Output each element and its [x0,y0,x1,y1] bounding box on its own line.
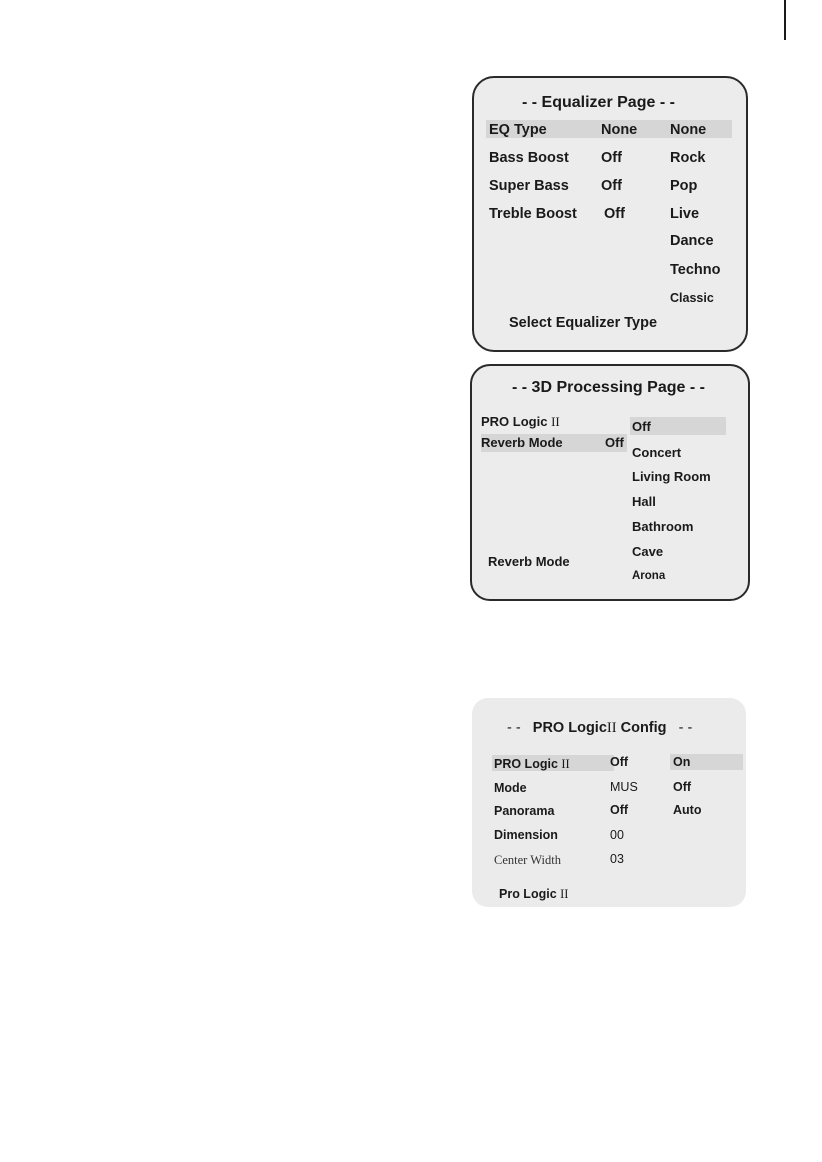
eq-option-pop[interactable]: Pop [670,178,698,194]
pl-panorama-value[interactable]: Off [610,803,629,817]
bass-boost-value[interactable]: Off [601,150,622,166]
equalizer-page-panel [472,76,748,352]
pl-pro-logic-label: PRO Logic [494,757,558,771]
reverb-option-concert[interactable]: Concert [632,445,682,460]
reverb-option-living-room[interactable]: Living Room [632,469,711,484]
title-dashes-left: - - [507,720,521,736]
treble-boost-value[interactable]: Off [604,206,625,222]
eq-option-none[interactable]: None [670,122,707,138]
reverb-option-off[interactable]: Off [632,419,651,434]
pl-center-width-value[interactable]: 03 [610,852,624,866]
pro-logic-config-title [507,720,692,737]
pro-logic-footer-hint [499,887,568,902]
eq-option-live[interactable]: Live [670,206,700,222]
equalizer-page-title: - - Equalizer Page - - [522,94,675,111]
pl-pro-logic-numeral: II [561,757,570,771]
title-pro-logic-numeral: II [606,720,617,736]
pl-center-width-label[interactable]: Center Width [494,853,561,867]
reverb-mode-label[interactable]: Reverb Mode [481,435,563,450]
reverb-option-bathroom[interactable]: Bathroom [632,519,694,534]
title-pro-logic-text: PRO Logic [532,720,607,736]
super-bass-value[interactable]: Off [601,178,622,194]
pro-logic-numeral: II [551,414,560,429]
pl-mode-value[interactable]: MUS [610,780,638,794]
pl-option-on[interactable]: On [673,755,691,769]
eq-type-value[interactable]: None [601,122,638,138]
eq-option-rock[interactable]: Rock [670,150,706,166]
eq-option-techno[interactable]: Techno [670,262,721,278]
pl-option-off[interactable]: Off [673,780,692,794]
eq-type-label[interactable]: EQ Type [489,122,547,138]
pl-pro-logic-row[interactable] [494,757,570,772]
pl-pro-logic-value[interactable]: Off [610,755,629,769]
treble-boost-label[interactable]: Treble Boost [489,206,577,222]
pl-dimension-label[interactable]: Dimension [494,828,558,842]
pro-logic-config-panel [472,698,746,907]
reverb-option-cave[interactable]: Cave [632,544,664,559]
pl-dimension-value[interactable]: 00 [610,828,624,842]
reverb-mode-value[interactable]: Off [605,435,624,450]
bass-boost-label[interactable]: Bass Boost [489,150,569,166]
title-config-text: Config [620,720,667,736]
equalizer-footer-hint: Select Equalizer Type [509,315,658,331]
reverb-option-hall[interactable]: Hall [632,494,656,509]
eq-option-dance[interactable]: Dance [670,233,714,249]
3d-processing-page-title: - - 3D Processing Page - - [512,379,705,396]
eq-option-classic[interactable]: Classic [670,291,714,305]
pl-mode-label[interactable]: Mode [494,781,527,795]
super-bass-label[interactable]: Super Bass [489,178,569,194]
pl-footer-numeral: II [560,887,569,901]
page-edge-line [784,0,786,40]
3d-processing-footer-hint: Reverb Mode [488,554,570,569]
pl-footer-label: Pro Logic [499,887,557,901]
reverb-option-arona[interactable]: Arona [632,570,666,582]
pro-logic-label-text: PRO Logic [481,414,548,429]
pl-option-auto[interactable]: Auto [673,803,702,817]
pl-panorama-label[interactable]: Panorama [494,804,555,818]
title-dashes-right: - - [678,720,693,736]
pro-logic-row-label[interactable] [481,414,560,430]
3d-processing-page-panel [470,364,750,601]
